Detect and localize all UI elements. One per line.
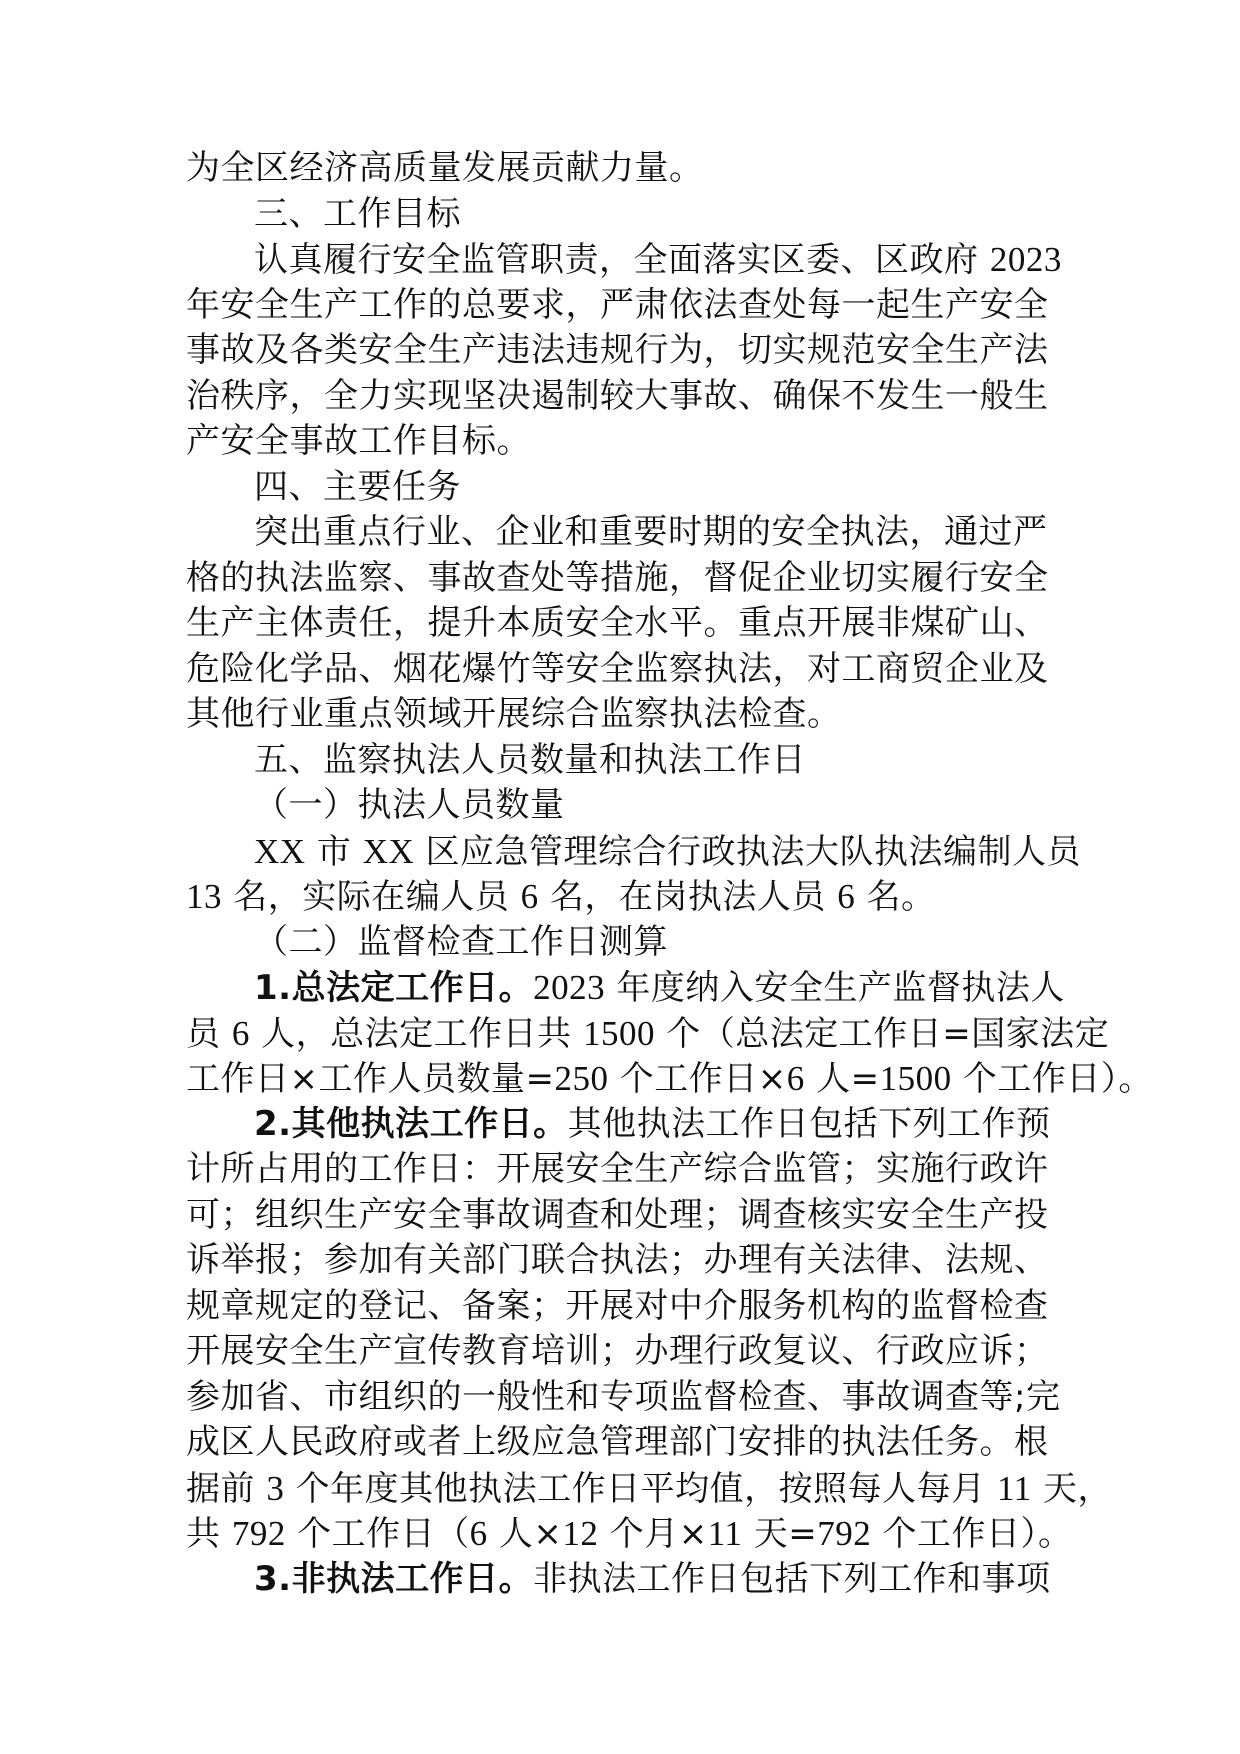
number-text: XX <box>254 831 306 871</box>
text-segment: 治秩序，全力实现坚决遏制较大事故、确保不发生一般生 <box>186 375 1049 416</box>
number-text: 6 <box>231 1013 250 1053</box>
text-line <box>186 1102 1066 1148</box>
bold-heading-text: 3.非执法工作日。 <box>254 1558 534 1599</box>
text-line <box>186 1284 1066 1330</box>
text-segment: 人= <box>804 1059 880 1099</box>
text-line <box>186 1238 1066 1284</box>
number-text: XX <box>362 831 415 871</box>
text-segment: 四、主要任务 <box>254 466 461 507</box>
text-line <box>186 647 1066 693</box>
text-segment: 市 <box>305 831 363 872</box>
text-line <box>186 146 1066 192</box>
text-line <box>186 419 1066 465</box>
text-segment: （二）监督检查工作日测算 <box>254 921 668 962</box>
number-text: 2023 <box>989 240 1062 279</box>
text-segment: 成区人民政府或者上级应急管理部门安排的执法任务。根 <box>186 1422 1049 1462</box>
bold-heading-text: 1.总法定工作日。 <box>254 968 534 1008</box>
number-text: 6 <box>786 1059 805 1098</box>
text-segment: 据前 <box>186 1468 267 1509</box>
text-segment: 个工作日× <box>608 1059 787 1099</box>
text-segment: 非执法工作日包括下列工作和事项 <box>533 1558 1051 1599</box>
text-segment: 个工作日）。 <box>871 1514 1073 1554</box>
text-line <box>186 237 1066 283</box>
text-segment: 开展安全生产宣传教育培训；办理行政复议、行政应诉； <box>186 1331 1049 1371</box>
text-line <box>186 465 1066 511</box>
text-line <box>186 1375 1066 1421</box>
number-text: 3 <box>266 1468 285 1508</box>
text-line <box>186 283 1066 329</box>
number-text: 11 <box>996 1468 1032 1508</box>
text-segment: 共 <box>186 1514 232 1554</box>
text-line <box>186 601 1066 647</box>
document-body <box>186 146 1153 1602</box>
text-line <box>186 965 1066 1011</box>
number-text: 1500 <box>879 1059 952 1098</box>
text-segment: （一）执法人员数量 <box>254 785 565 825</box>
number-text: 6 <box>520 877 539 916</box>
text-segment: 人，总法定工作日共 <box>249 1013 583 1054</box>
number-text: 2023 <box>533 968 606 1007</box>
text-line <box>186 510 1066 556</box>
text-line <box>186 874 1066 920</box>
number-text: 6 <box>469 1514 488 1553</box>
text-segment: 员 <box>186 1013 232 1054</box>
text-segment: 年安全生产工作的总要求，严肃依法查处每一起生产安全 <box>186 284 1049 325</box>
text-line <box>186 328 1066 374</box>
text-line <box>186 1511 1073 1557</box>
bold-heading-text: 2.其他执法工作日。 <box>254 1103 568 1144</box>
text-line <box>186 1329 1066 1375</box>
text-segment: 危险化学品、烟花爆竹等安全监察执法，对工商贸企业及 <box>186 648 1049 689</box>
text-segment: 五、监察执法人员数量和执法工作日 <box>254 739 806 780</box>
text-segment: 生产主体责任，提升本质安全水平。重点开展非煤矿山、 <box>186 603 1049 643</box>
text-segment: 个工作日（ <box>285 1514 470 1554</box>
text-segment: 天= <box>742 1514 818 1554</box>
text-segment: 突出重点行业、企业和重要时期的安全执法，通过严 <box>254 512 1048 552</box>
number-text: 12 <box>562 1514 599 1553</box>
text-line <box>186 556 1066 602</box>
text-segment: 其他行业重点领域开展综合监察执法检查。 <box>186 694 842 734</box>
text-line <box>186 1011 1110 1057</box>
text-line <box>186 1147 1066 1193</box>
text-segment: 诉举报；参加有关部门联合执法；办理有关法律、法规、 <box>186 1240 1049 1280</box>
text-line <box>186 783 1066 829</box>
text-segment: 名，在岗执法人员 <box>538 877 838 917</box>
text-segment: 格的执法监察、事故查处等措施，督促企业切实履行安全 <box>186 557 1049 598</box>
number-text: 13 <box>186 877 222 916</box>
number-text: 1500 <box>582 1013 655 1053</box>
text-line <box>186 1056 1153 1102</box>
text-segment: 年度纳入安全生产监督执法人 <box>605 968 1065 1008</box>
text-line <box>186 1466 1112 1512</box>
text-line <box>186 192 1066 238</box>
text-segment: 个工作日）。 <box>951 1059 1153 1099</box>
text-line <box>186 829 1082 875</box>
text-segment: 产安全事故工作目标。 <box>186 421 531 461</box>
number-text: 11 <box>707 1514 743 1553</box>
number-text: 6 <box>837 877 856 916</box>
text-line <box>186 1193 1066 1239</box>
text-line <box>186 920 1066 966</box>
text-segment: 其他执法工作日包括下列工作预 <box>567 1103 1051 1144</box>
number-text: 792 <box>231 1514 286 1553</box>
text-segment: 为全区经济高质量发展贡献力量。 <box>186 148 704 188</box>
text-segment: 人× <box>487 1514 563 1554</box>
text-segment: 天， <box>1031 1468 1112 1509</box>
text-segment: 计所占用的工作日：开展安全生产综合监管；实施行政许 <box>186 1149 1049 1189</box>
text-segment: 工作日×工作人员数量= <box>186 1059 555 1099</box>
text-line <box>186 692 1066 738</box>
text-segment: 个（总法定工作日=国家法定 <box>654 1013 1110 1054</box>
text-line <box>186 738 1066 784</box>
text-segment: 三、工作目标 <box>254 193 461 234</box>
text-segment: 事故及各类安全生产违法违规行为，切实规范安全生产法 <box>186 330 1049 370</box>
text-segment: 个月× <box>598 1514 708 1554</box>
text-segment: 名。 <box>855 877 936 917</box>
text-segment: 区应急管理综合行政执法大队执法编制人员 <box>414 831 1082 872</box>
text-line <box>186 374 1066 420</box>
text-segment: 名，实际在编人员 <box>222 877 521 917</box>
text-segment: 参加省、市组织的一般性和专项监督检查、事故调查等;完 <box>186 1376 1061 1417</box>
text-segment: 认真履行安全监管职责，全面落实区委、区政府 <box>254 240 990 280</box>
number-text: 792 <box>817 1514 872 1553</box>
number-text: 250 <box>554 1059 609 1098</box>
text-segment: 可；组织生产安全事故调查和处理；调查核实安全生产投 <box>186 1194 1049 1235</box>
text-segment: 规章规定的登记、备案；开展对中介服务机构的监督检查 <box>186 1285 1049 1326</box>
text-segment: 个年度其他执法工作日平均值，按照每人每月 <box>284 1468 997 1509</box>
text-line <box>186 1557 1066 1603</box>
text-line <box>186 1420 1066 1466</box>
